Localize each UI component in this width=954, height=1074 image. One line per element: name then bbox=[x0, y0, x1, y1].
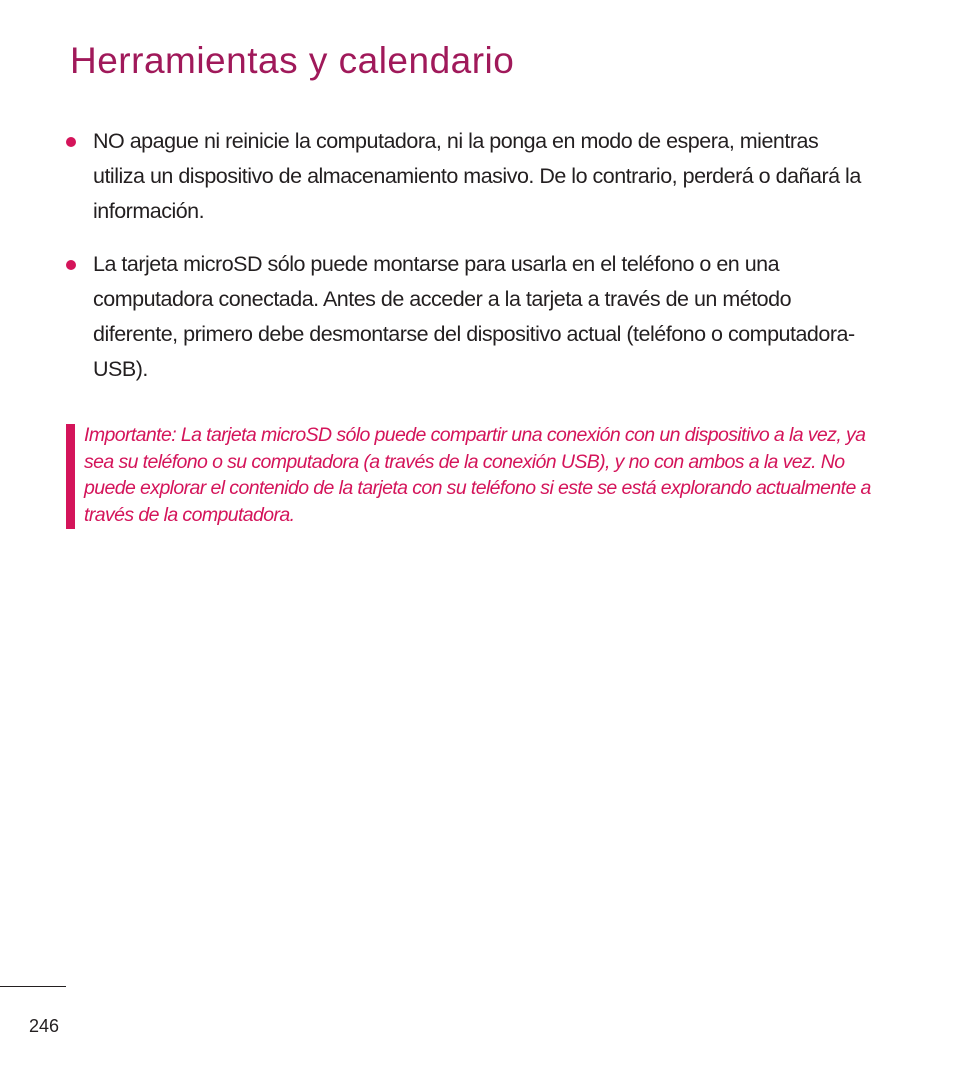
footer-rule bbox=[0, 986, 66, 987]
important-note bbox=[66, 424, 896, 529]
bullet-text: NO apague ni reinicie la computadora, ni la ponga en modo de espera, mientras utiliza un dispositivo de almacenamiento masivo. De lo contrario, perderá o dañará la información. bbox=[93, 129, 861, 223]
bullet-item bbox=[0, 247, 863, 387]
page-title: Herramientas y calendario bbox=[70, 40, 515, 81]
note-accent-bar bbox=[66, 424, 75, 529]
bullet-item bbox=[0, 124, 863, 229]
note-text: Importante: La tarjeta microSD sólo puede compartir una conexión con un dispositivo a la vez, ya sea su teléfono o su computadora (a través de la conexión USB), y no con ambos a la vez. No puede explorar el contenido de la tarjeta con su teléfono si este se está explorando actualmente a través de la computadora. bbox=[84, 424, 871, 526]
page-number: 246 bbox=[29, 1016, 60, 1036]
bullet-dot-icon bbox=[66, 137, 76, 147]
bullet-text: La tarjeta microSD sólo puede montarse para usarla en el teléfono o en una computadora conectada. Antes de acceder a la tarjeta a través de un método diferente, primero debe desmontarse del dispositivo actual (teléfono o computadora-USB). bbox=[93, 252, 855, 381]
bullet-dot-icon bbox=[66, 260, 76, 270]
bullet-list bbox=[0, 124, 954, 405]
